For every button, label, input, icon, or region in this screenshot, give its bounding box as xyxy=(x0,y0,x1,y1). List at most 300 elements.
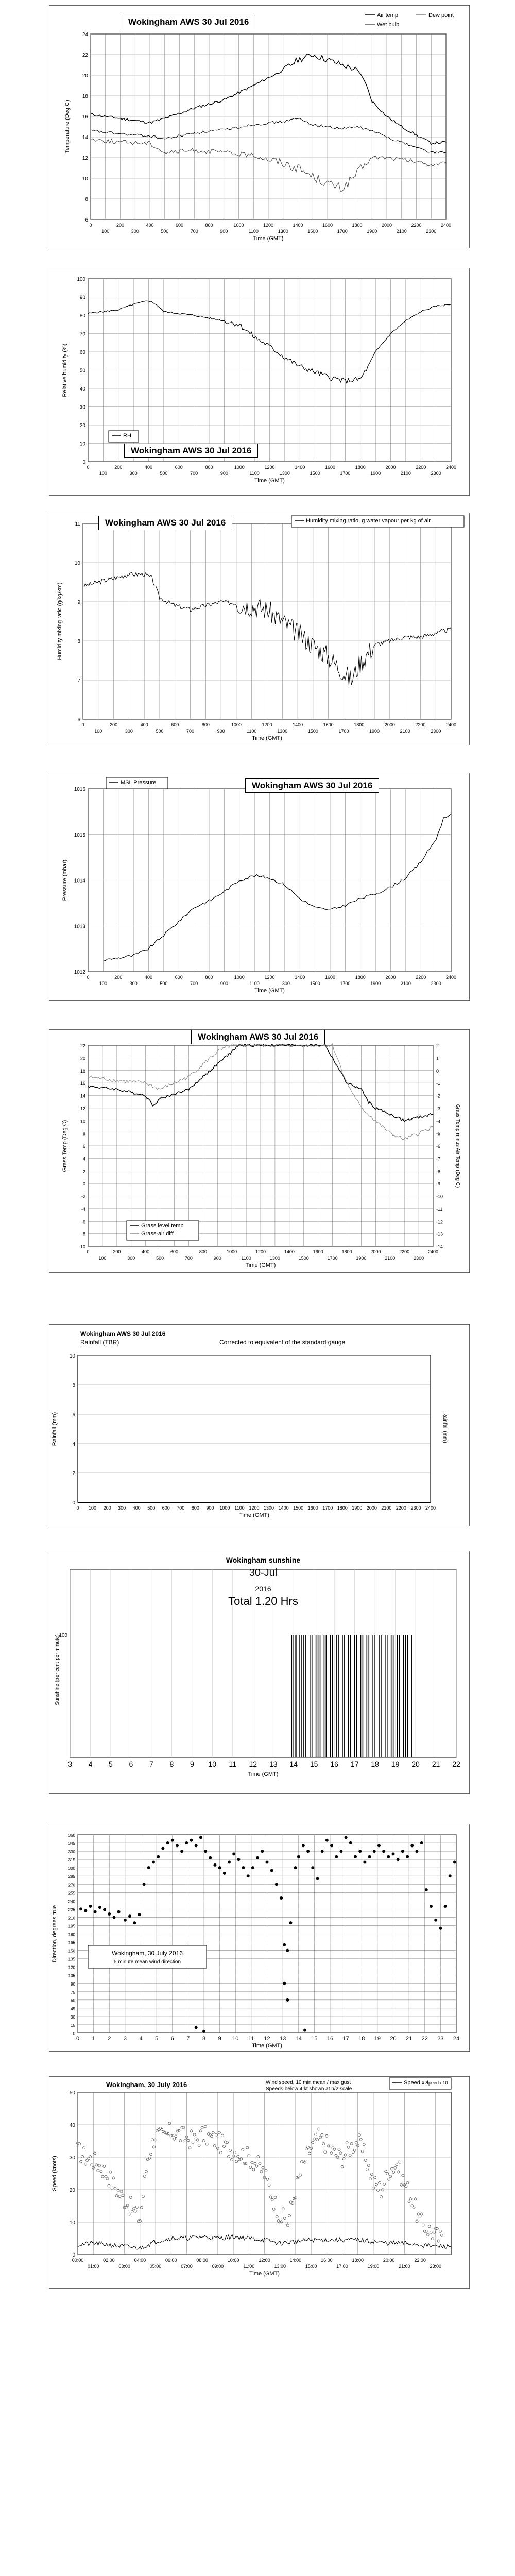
x-tick-label: 400 xyxy=(132,1505,141,1511)
x-tick-label: 11:00 xyxy=(243,2264,255,2269)
data-point xyxy=(117,1910,121,1913)
data-point xyxy=(185,1841,188,1844)
y-tick-label: 12 xyxy=(82,156,88,161)
data-point xyxy=(335,1855,338,1858)
x-tick-label: 21 xyxy=(432,1760,440,1768)
y-tick-label: 90 xyxy=(71,1981,75,1987)
y-tick-label: 120 xyxy=(68,1965,75,1970)
x-tick-label: 800 xyxy=(205,465,213,470)
x-tick-label: 1100 xyxy=(249,981,260,986)
data-point xyxy=(79,1907,82,1910)
x-tick-label: 15 xyxy=(310,1760,318,1768)
y-tick-label: 8 xyxy=(72,1383,75,1388)
x-tick-label: 300 xyxy=(125,728,133,734)
x-tick-label: 1900 xyxy=(352,1505,363,1511)
x-tick-label: 1100 xyxy=(241,1256,251,1261)
y-tick-label: 255 xyxy=(68,1891,75,1896)
x-tick-label: 1500 xyxy=(293,1505,304,1511)
x-tick-label: 600 xyxy=(162,1505,170,1511)
sunshine-chart-panel xyxy=(49,1551,470,1794)
x-axis-label: Time (GMT) xyxy=(249,2270,280,2277)
data-point xyxy=(410,1844,414,1847)
x-tick-label: 300 xyxy=(127,1256,135,1261)
data-point xyxy=(124,1919,127,1922)
data-point xyxy=(195,2026,198,2029)
x-tick-label: 1400 xyxy=(293,722,303,727)
legend-label-air-temp: Air temp xyxy=(377,12,398,19)
legend-label: RH xyxy=(123,433,131,439)
x-tick-label: 2200 xyxy=(416,975,426,980)
x-tick-label: 8 xyxy=(169,1760,174,1768)
x-tick-label: 900 xyxy=(213,1256,221,1261)
y-tick-label: 4 xyxy=(82,1156,85,1162)
data-point xyxy=(112,1916,115,1919)
x-tick-label: 2300 xyxy=(414,1256,424,1261)
plot-area xyxy=(78,1355,431,1502)
y-tick-label: -2 xyxy=(81,1194,85,1199)
x-tick-label: 2000 xyxy=(384,722,395,727)
x-tick-label: 15 xyxy=(311,2036,318,2042)
x-tick-label: 2200 xyxy=(411,223,422,228)
x-tick-label: 0 xyxy=(87,465,90,470)
x-tick-label: 2400 xyxy=(445,975,457,980)
y-right-tick-label: -11 xyxy=(436,1206,443,1212)
y-tick-label: 2 xyxy=(82,1168,85,1174)
data-point xyxy=(387,1855,390,1858)
x-tick-label: 700 xyxy=(184,1256,193,1261)
x-tick-label: 04:00 xyxy=(134,2258,146,2263)
y-tick-label: 315 xyxy=(68,1858,75,1863)
data-point xyxy=(218,1866,221,1869)
x-tick-label: 1000 xyxy=(234,975,245,980)
x-tick-label: 200 xyxy=(116,223,125,228)
grass-temp-chart-title: Wokingham AWS 30 Jul 2016 xyxy=(191,1030,325,1044)
y-tick-label: 10 xyxy=(80,1118,85,1124)
x-tick-label: 1400 xyxy=(295,975,305,980)
wind-speed-chart-note: Speeds below 4 kt shown at n/2 scale xyxy=(266,2086,352,2092)
rainfall-chart-panel xyxy=(49,1324,470,1526)
x-tick-label: 00:00 xyxy=(72,2258,84,2263)
x-tick-label: 21 xyxy=(406,2036,413,2042)
mixing-ratio-chart-title: Wokingham AWS 30 Jul 2016 xyxy=(98,516,232,530)
y-axis-label: Grass Temp (Deg C) xyxy=(62,1120,68,1172)
x-tick-label: 900 xyxy=(206,1505,214,1511)
x-tick-label: 3 xyxy=(123,2036,127,2042)
x-tick-label: 2000 xyxy=(366,1505,377,1511)
y-tick-label: 6 xyxy=(72,1412,75,1418)
x-tick-label: 600 xyxy=(175,465,183,470)
x-tick-label: 1200 xyxy=(255,1249,266,1255)
y-tick-label: 4 xyxy=(72,1442,75,1447)
data-point xyxy=(397,1858,400,1861)
y-tick-label: 11 xyxy=(75,521,80,527)
x-tick-label: 1100 xyxy=(249,471,260,476)
y-tick-label: 0 xyxy=(73,2031,75,2036)
x-tick-label: 300 xyxy=(131,229,139,234)
x-tick-label: 1700 xyxy=(340,981,351,986)
x-tick-label: 100 xyxy=(98,1256,107,1261)
y-right-tick-label: -5 xyxy=(436,1131,441,1137)
x-tick-label: 6 xyxy=(170,2036,174,2042)
x-tick-label: 2300 xyxy=(426,229,437,234)
x-tick-label: 11 xyxy=(229,1760,237,1768)
data-point xyxy=(420,1841,423,1844)
y-tick-label: 1016 xyxy=(74,787,85,792)
rainfall-chart-subtitle: Rainfall (TBR) xyxy=(80,1338,119,1346)
x-tick-label: 01:00 xyxy=(87,2264,99,2269)
grass-temp-chart xyxy=(49,1030,469,1272)
legend-label: MSL Pressure xyxy=(121,779,157,786)
data-point xyxy=(382,1850,385,1853)
x-tick-label: 700 xyxy=(177,1505,185,1511)
x-tick-label: 18 xyxy=(371,1760,379,1768)
mixing-ratio-chart-panel xyxy=(49,513,470,745)
humidity-chart xyxy=(49,268,469,495)
y-tick-label: 50 xyxy=(69,2090,75,2096)
data-point xyxy=(358,1850,362,1853)
x-tick-label: 2300 xyxy=(431,981,441,986)
y-tick-label: 1014 xyxy=(74,878,85,884)
x-tick-label: 2400 xyxy=(445,722,457,727)
data-point xyxy=(223,1872,226,1875)
data-point xyxy=(152,1860,155,1863)
data-point xyxy=(171,1839,174,1842)
x-tick-label: 1400 xyxy=(278,1505,289,1511)
x-tick-label: 1900 xyxy=(356,1256,367,1261)
x-tick-label: 1000 xyxy=(233,223,244,228)
data-point xyxy=(261,1850,264,1853)
y-tick-label: 0 xyxy=(72,1500,75,1506)
y-tick-label: -6 xyxy=(81,1219,85,1225)
data-point xyxy=(280,1896,283,1900)
x-tick-label: 8 xyxy=(202,2036,206,2042)
x-tick-label: 100 xyxy=(89,1505,97,1511)
x-tick-label: 22 xyxy=(452,1760,460,1768)
x-tick-label: 17 xyxy=(342,2036,349,2042)
y-tick-label: 330 xyxy=(68,1850,75,1855)
y-right-axis-label: Rainfall (mm) xyxy=(442,1412,448,1443)
y-tick-label: 7 xyxy=(77,678,80,684)
x-tick-label: 200 xyxy=(114,975,123,980)
x-tick-label: 500 xyxy=(156,1256,164,1261)
data-point xyxy=(166,1841,169,1844)
data-point xyxy=(294,1866,297,1869)
data-point xyxy=(157,1855,160,1858)
y-tick-label: 75 xyxy=(71,1990,75,1995)
x-tick-label: 4 xyxy=(139,2036,143,2042)
y-right-tick-label: -9 xyxy=(436,1181,441,1187)
x-tick-label: 13:00 xyxy=(274,2264,286,2269)
data-point xyxy=(232,1852,235,1855)
x-tick-label: 1500 xyxy=(307,229,318,234)
legend-label: Grass-air diff xyxy=(141,1231,174,1237)
x-tick-label: 900 xyxy=(220,981,228,986)
wind-speed-chart-subtitle: Wind speed, 10 min mean / max gust xyxy=(266,2080,351,2086)
humidity-chart-title: Wokingham AWS 30 Jul 2016 xyxy=(124,444,258,458)
x-tick-label: 2200 xyxy=(415,722,426,727)
data-point xyxy=(213,1863,216,1867)
x-tick-label: 2300 xyxy=(431,728,441,734)
x-tick-label: 300 xyxy=(129,981,138,986)
x-axis-label: Time (GMT) xyxy=(254,478,285,484)
x-tick-label: 100 xyxy=(99,471,107,476)
x-tick-label: 1200 xyxy=(264,975,275,980)
x-tick-label: 17:00 xyxy=(336,2264,348,2269)
data-point xyxy=(325,1839,329,1842)
x-tick-label: 200 xyxy=(110,722,118,727)
x-tick-label: 02:00 xyxy=(103,2258,115,2263)
y-tick-label: 8 xyxy=(85,197,88,202)
data-point xyxy=(108,1912,111,1916)
x-tick-label: 2400 xyxy=(427,1249,439,1255)
x-tick-label: 1100 xyxy=(247,728,257,734)
x-tick-label: 19 xyxy=(374,2036,381,2042)
y-tick-label: 30 xyxy=(69,2155,75,2161)
y-right-tick-label: -12 xyxy=(436,1219,443,1225)
data-point xyxy=(349,1841,352,1844)
wind-direction-chart-panel xyxy=(49,1824,470,2052)
y-tick-label: 150 xyxy=(68,1948,75,1954)
x-tick-label: 13 xyxy=(280,2036,286,2042)
y-tick-label: 1013 xyxy=(74,924,85,930)
y-right-tick-label: -4 xyxy=(436,1118,441,1124)
x-tick-label: 1600 xyxy=(323,722,334,727)
x-tick-label: 1000 xyxy=(234,465,245,470)
data-point xyxy=(228,1860,231,1863)
data-point xyxy=(289,1921,292,1924)
x-tick-label: 700 xyxy=(190,229,198,234)
y-axis-label: Speed (knots) xyxy=(52,2156,58,2191)
x-tick-label: 1700 xyxy=(337,229,348,234)
y-tick-label: 0 xyxy=(82,460,85,465)
x-tick-label: 1900 xyxy=(370,981,381,986)
y-tick-label: 1015 xyxy=(74,832,85,838)
x-tick-label: 20:00 xyxy=(383,2258,395,2263)
x-tick-label: 2100 xyxy=(400,981,411,986)
x-tick-label: 17 xyxy=(350,1760,359,1768)
wind-speed-chart-title: Wokingham, 30 July 2016 xyxy=(106,2081,187,2089)
y-tick-label: 80 xyxy=(79,313,85,319)
x-tick-label: 23 xyxy=(437,2036,444,2042)
x-tick-label: 900 xyxy=(217,728,225,734)
data-point xyxy=(283,1943,286,1946)
x-tick-label: 1200 xyxy=(263,223,274,228)
x-axis-label: Time (GMT) xyxy=(253,235,284,242)
y-tick-label: 135 xyxy=(68,1957,75,1962)
legend-label-secondary: Speed / 10 xyxy=(425,2080,448,2086)
x-tick-label: 08:00 xyxy=(196,2258,208,2263)
x-tick-label: 1800 xyxy=(341,1249,352,1255)
y-tick-label: 240 xyxy=(68,1899,75,1904)
y-tick-label: 10 xyxy=(69,1353,75,1359)
x-tick-label: 800 xyxy=(201,722,210,727)
legend-label-dew-point: Dew point xyxy=(428,12,454,19)
pressure-chart xyxy=(49,773,469,1000)
y-tick-label: 10 xyxy=(74,561,80,566)
y-tick-label: 6 xyxy=(77,717,80,723)
data-point xyxy=(176,1844,179,1847)
y-tick-label: 10 xyxy=(69,2220,75,2226)
data-point xyxy=(425,1888,428,1891)
x-tick-label: 1400 xyxy=(284,1249,295,1255)
y-tick-label: 10 xyxy=(82,176,88,182)
x-tick-label: 500 xyxy=(160,981,168,986)
x-tick-label: 1000 xyxy=(227,1249,237,1255)
x-tick-label: 300 xyxy=(129,471,138,476)
data-point xyxy=(209,1856,212,1859)
y-tick-label: 40 xyxy=(79,386,85,392)
sunshine-total: Total 1.20 Hrs xyxy=(228,1595,298,1607)
x-tick-label: 2000 xyxy=(385,975,396,980)
y-tick-label: 20 xyxy=(69,2188,75,2193)
x-tick-label: 2000 xyxy=(385,465,396,470)
x-tick-label: 1800 xyxy=(355,465,366,470)
x-tick-label: 1800 xyxy=(354,722,365,727)
x-tick-label: 1500 xyxy=(310,981,320,986)
x-tick-label: 1600 xyxy=(322,223,333,228)
x-tick-label: 2300 xyxy=(410,1505,421,1511)
y-tick-label: 10 xyxy=(79,441,85,447)
y-right-axis-label: Grass Temp minus Air Temp (Deg C) xyxy=(455,1104,460,1188)
y-tick-label: 105 xyxy=(68,1973,75,1978)
y-axis-label: Pressure (mbar) xyxy=(62,859,68,901)
x-tick-label: 2000 xyxy=(370,1249,381,1255)
x-tick-label: 2200 xyxy=(399,1249,410,1255)
sunshine-chart xyxy=(49,1551,469,1793)
x-tick-label: 09:00 xyxy=(212,2264,224,2269)
y-tick-label: 270 xyxy=(68,1883,75,1888)
y-axis-label: Direction, degrees true xyxy=(52,1905,58,1963)
y-tick-label: 14 xyxy=(82,135,88,141)
x-tick-label: 22:00 xyxy=(414,2258,426,2263)
x-tick-label: 2100 xyxy=(385,1256,396,1261)
x-tick-label: 500 xyxy=(156,728,164,734)
x-tick-label: 1600 xyxy=(313,1249,323,1255)
x-tick-label: 9 xyxy=(190,1760,194,1768)
x-tick-label: 12 xyxy=(264,2036,270,2042)
data-point xyxy=(330,1844,333,1847)
x-tick-label: 1300 xyxy=(279,471,290,476)
x-tick-label: 2100 xyxy=(400,728,410,734)
x-tick-label: 1700 xyxy=(327,1256,338,1261)
x-tick-label: 24 xyxy=(453,2036,460,2042)
x-tick-label: 200 xyxy=(103,1505,111,1511)
data-point xyxy=(306,1850,310,1853)
x-tick-label: 1300 xyxy=(269,1256,280,1261)
data-point xyxy=(297,1855,300,1858)
data-point xyxy=(256,1856,259,1859)
data-point xyxy=(363,1860,366,1863)
y-tick-label: 2 xyxy=(72,1471,75,1477)
x-tick-label: 1200 xyxy=(264,465,275,470)
x-tick-label: 0 xyxy=(87,975,90,980)
x-tick-label: 14:00 xyxy=(289,2258,302,2263)
x-tick-label: 800 xyxy=(191,1505,199,1511)
data-point xyxy=(89,1905,92,1908)
y-tick-label: 90 xyxy=(79,295,85,301)
x-tick-label: 10 xyxy=(208,1760,217,1768)
x-tick-label: 5 xyxy=(109,1760,113,1768)
y-axis-label: Temperature (Deg C) xyxy=(64,100,71,154)
y-tick-label: 12 xyxy=(80,1106,85,1111)
sunshine-date: 30-Jul xyxy=(249,1567,278,1579)
y-tick-label: 50 xyxy=(79,368,85,374)
data-point xyxy=(98,1906,101,1909)
temperature-chart-panel xyxy=(49,5,470,248)
data-point xyxy=(339,1850,342,1853)
x-tick-label: 1600 xyxy=(324,465,336,470)
x-tick-label: 1800 xyxy=(355,975,366,980)
x-tick-label: 1000 xyxy=(219,1505,230,1511)
x-tick-label: 7 xyxy=(149,1760,153,1768)
x-tick-label: 20 xyxy=(390,2036,397,2042)
x-tick-label: 0 xyxy=(87,1249,90,1255)
data-point xyxy=(444,1905,447,1908)
y-tick-label: 360 xyxy=(68,1833,75,1838)
y-right-tick-label: 2 xyxy=(436,1043,439,1048)
y-tick-label: 8 xyxy=(77,639,80,645)
y-tick-label: 6 xyxy=(85,217,88,223)
x-tick-label: 300 xyxy=(118,1505,126,1511)
y-tick-label: 22 xyxy=(82,53,88,58)
y-right-tick-label: -8 xyxy=(436,1168,441,1174)
y-tick-label: 14 xyxy=(80,1093,85,1099)
x-tick-label: 4 xyxy=(88,1760,93,1768)
x-tick-label: 2200 xyxy=(396,1505,406,1511)
y-tick-label: -10 xyxy=(78,1244,85,1249)
data-point xyxy=(133,1921,136,1924)
y-tick-label: 100 xyxy=(77,277,85,282)
data-point xyxy=(368,1855,371,1858)
x-tick-label: 700 xyxy=(190,471,198,476)
x-tick-label: 100 xyxy=(99,981,107,986)
y-tick-label: 225 xyxy=(68,1907,75,1912)
x-tick-label: 1300 xyxy=(279,981,290,986)
y-tick-label: 20 xyxy=(79,423,85,429)
x-tick-label: 6 xyxy=(129,1760,133,1768)
data-point xyxy=(202,2030,205,2033)
x-tick-label: 1800 xyxy=(352,223,363,228)
data-point xyxy=(453,1860,456,1863)
x-tick-label: 9 xyxy=(218,2036,221,2042)
data-point xyxy=(392,1852,395,1855)
x-tick-label: 100 xyxy=(101,229,110,234)
y-tick-label: 15 xyxy=(71,2023,75,2028)
x-tick-label: 2400 xyxy=(445,465,457,470)
x-tick-label: 2400 xyxy=(425,1505,436,1511)
y-tick-label: 16 xyxy=(80,1081,85,1087)
x-tick-label: 23:00 xyxy=(430,2264,442,2269)
data-point xyxy=(354,1855,357,1858)
x-tick-label: 1200 xyxy=(262,722,272,727)
x-tick-label: 19 xyxy=(391,1760,400,1768)
data-point xyxy=(147,1866,150,1869)
x-axis-label: Time (GMT) xyxy=(245,1262,276,1268)
x-tick-label: 16:00 xyxy=(321,2258,333,2263)
x-tick-label: 16 xyxy=(327,2036,334,2042)
y-tick-label: 60 xyxy=(79,350,85,355)
x-tick-label: 1700 xyxy=(340,471,351,476)
y-right-tick-label: -13 xyxy=(436,1231,443,1237)
x-tick-label: 11 xyxy=(248,2036,254,2042)
data-point xyxy=(321,1850,324,1853)
y-tick-label: 285 xyxy=(68,1874,75,1879)
x-tick-label: 2400 xyxy=(440,223,452,228)
x-tick-label: 2100 xyxy=(400,471,411,476)
x-tick-label: 400 xyxy=(140,722,148,727)
temperature-chart-title: Wokingham AWS 30 Jul 2016 xyxy=(122,15,255,29)
data-point xyxy=(373,1850,376,1853)
